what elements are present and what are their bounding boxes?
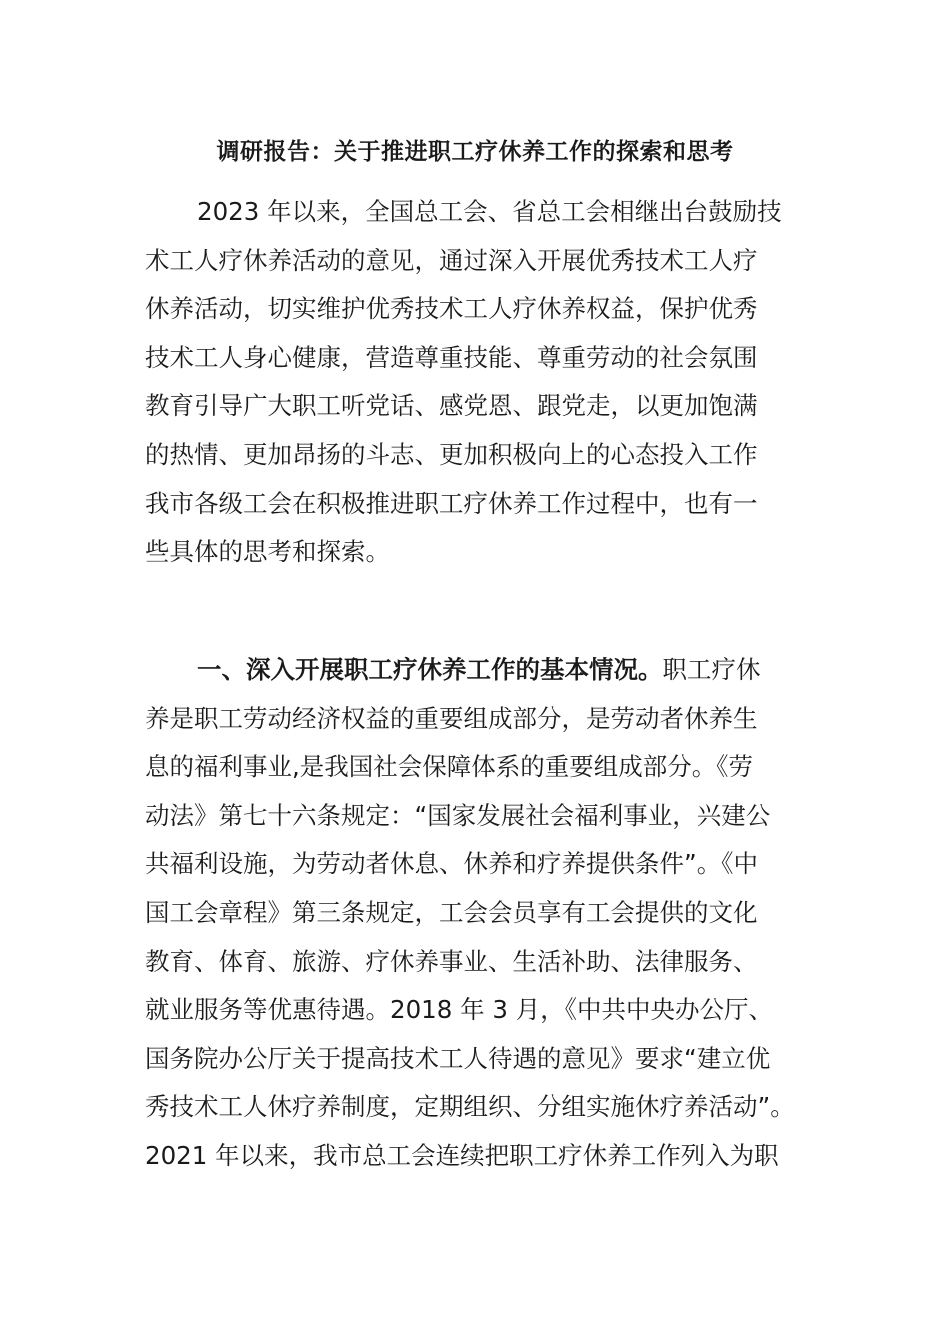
text-line: 息的福利事业,是我国社会保障体系的重要组成部分。《劳 bbox=[145, 752, 754, 782]
text-line: 国工会章程》第三条规定，工会会员享有工会提供的文化 bbox=[145, 897, 758, 927]
text-line: 技术工人身心健康，营造尊重技能、尊重劳动的社会氛围 bbox=[145, 342, 758, 372]
document-title: 调研报告：关于推进职工疗休养工作的探索和思考 bbox=[216, 139, 734, 165]
text-line: 教育引导广大职工听党话、感党恩、跟党走，以更加饱满 bbox=[145, 391, 758, 421]
text-line: 秀技术工人休疗养制度，定期组织、分组实施休疗养活动”。 bbox=[145, 1092, 795, 1122]
text-line: 的热情、更加昂扬的斗志、更加积极向上的心态投入工作 bbox=[145, 439, 758, 469]
text-line: 休养活动，切实维护优秀技术工人疗休养权益，保护优秀 bbox=[145, 294, 758, 324]
text-line: 教育、体育、旅游、疗休养事业、生活补助、法律服务、 bbox=[145, 946, 758, 976]
paragraph-intro bbox=[145, 188, 845, 577]
text-line: 共福利设施，为劳动者休息、休养和疗养提供条件”。《中 bbox=[145, 849, 758, 879]
text-line: 养是职工劳动经济权益的重要组成部分，是劳动者休养生 bbox=[145, 703, 758, 733]
section-first-line bbox=[145, 646, 845, 695]
text-line: 2023 年以来，全国总工会、省总工会相继出台鼓励技 bbox=[197, 197, 782, 226]
text-line: 些具体的思考和探索。 bbox=[145, 537, 390, 567]
text-line: 2021 年以来，我市总工会连续把职工疗休养工作列入为职 bbox=[145, 1140, 779, 1170]
text-line: 我市各级工会在积极推进职工疗休养工作过程中，也有一 bbox=[145, 488, 758, 518]
section-heading: 一、深入开展职工疗休养工作的基本情况。 bbox=[197, 655, 663, 684]
section-heading-continuation: 职工疗休 bbox=[662, 655, 761, 684]
text-line: 国务院办公厅关于提高技术工人待遇的意见》要求“建立优 bbox=[145, 1043, 771, 1073]
text-line: 动法》第七十六条规定：“国家发展社会福利事业，兴建公 bbox=[145, 800, 771, 830]
text-line: 就业服务等优惠待遇。2018 年 3 月，《中共中央办公厅、 bbox=[145, 995, 774, 1025]
text-line: 术工人疗休养活动的意见，通过深入开展优秀技术工人疗 bbox=[145, 245, 758, 275]
paragraph-section-1 bbox=[145, 646, 845, 1181]
